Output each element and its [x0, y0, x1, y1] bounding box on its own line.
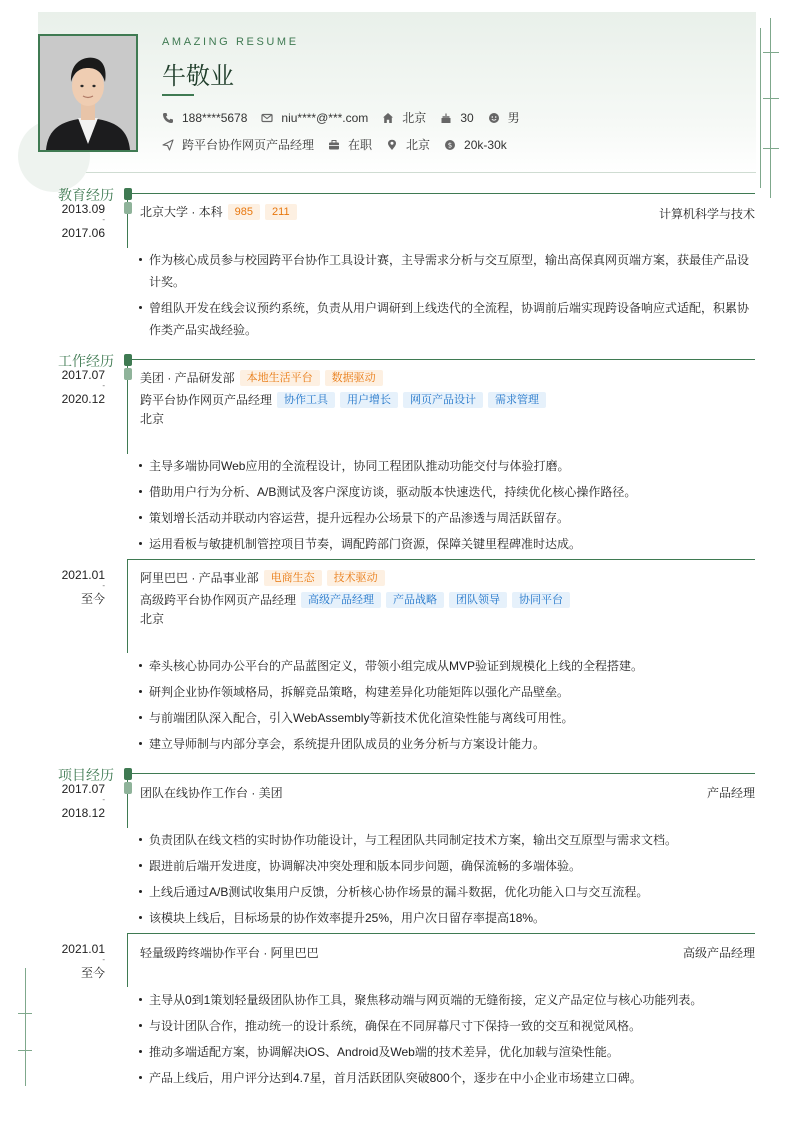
bullet-text: 策划增长活动并联动内容运营，提升远程办公场景下的产品渗透与周活跃留存。	[149, 511, 570, 525]
project-date	[58, 782, 105, 820]
frame-line-right	[770, 18, 771, 198]
section-divider	[130, 359, 755, 360]
project-bullet	[140, 1041, 755, 1063]
date-start: 2021.01	[61, 942, 105, 956]
resume-tagline: AMAZING RESUME	[162, 36, 299, 48]
bullet-text: 牵头核心协同办公平台的产品蓝图定义，带领小组完成从MVP验证到规模化上线的全程搭建。	[149, 659, 644, 673]
section-marker	[124, 188, 132, 200]
company-tag: 技术驱动	[327, 570, 385, 586]
company-tag: 电商生态	[264, 570, 322, 586]
timeline-line	[127, 933, 128, 987]
role-tag: 团队领导	[449, 592, 507, 608]
project-bullet	[140, 1067, 755, 1089]
work-bullet	[140, 481, 755, 503]
date-end: 至今	[80, 966, 105, 980]
company-name: 阿里巴巴 · 产品事业部	[140, 571, 259, 585]
project-name: 团队在线协作工作台 · 美团	[140, 786, 283, 800]
bullet-text: 负责团队在线文档的实时协作功能设计，与工程团队共同制定技术方案，输出交互原型与需求文档。	[149, 833, 678, 847]
bullet-text: 主导多端协同Web应用的全流程设计，协同工程团队推动功能交付与体验打磨。	[149, 459, 570, 473]
mail-icon	[261, 112, 273, 124]
date-end: 至今	[80, 592, 105, 606]
date-separator: -	[102, 215, 105, 224]
work-date	[58, 368, 105, 406]
position-text: 跨平台协作网页产品经理	[182, 138, 315, 152]
intent-salary	[444, 138, 507, 152]
bullet-text: 主导从0到1策划轻量级团队协作工具，聚焦移动端与网页端的无缝衔接，定义产品定位与核心功能列表。	[149, 993, 703, 1007]
entry-marker	[124, 782, 132, 794]
role-tag: 协作工具	[277, 392, 335, 408]
role-tag: 产品战略	[386, 592, 444, 608]
bullet-text: 与前端团队深入配合，引入WebAssembly等新技术优化渲染性能与离线可用性。	[149, 711, 574, 725]
bullet-text: 产品上线后，用户评分达到4.7星，首月活跃团队突破800个，逐步在中小企业市场建立口碑。	[149, 1071, 642, 1085]
resume-header	[38, 12, 756, 173]
contact-email	[261, 111, 368, 125]
contact-city	[382, 109, 426, 126]
section-marker	[124, 354, 132, 366]
company-tag: 数据驱动	[325, 370, 383, 386]
project-bullet	[140, 989, 755, 1011]
school-name: 北京大学 · 本科	[140, 205, 223, 219]
project-bullet	[140, 1015, 755, 1037]
name-underline	[162, 94, 194, 96]
date-separator: -	[102, 381, 105, 390]
bullet-text: 曾组队开发在线会议预约系统，负责从用户调研到上线迭代的全流程，协调前后端实现跨设备响应式适配，积累协作类产品实战经验。	[149, 301, 750, 337]
email-text: niu****@***.com	[281, 110, 369, 125]
frame-tick	[763, 148, 779, 149]
entry-divider	[128, 559, 755, 560]
project-bullet	[140, 829, 755, 851]
work-city: 北京	[140, 412, 165, 426]
project-name: 轻量级跨终端协作平台 · 阿里巴巴	[140, 946, 319, 960]
home-icon	[382, 112, 394, 124]
intent-city	[386, 136, 430, 153]
company-name: 美团 · 产品研发部	[140, 371, 235, 385]
frame-tick	[18, 1013, 32, 1014]
work-bullet	[140, 733, 755, 755]
work-bullet	[140, 707, 755, 729]
entry-marker	[124, 202, 132, 214]
section-marker	[124, 768, 132, 780]
edu-bullet	[140, 297, 755, 341]
avatar	[38, 34, 138, 152]
frame-tick	[763, 98, 779, 99]
intent-status	[328, 136, 372, 153]
gender-text: 男	[507, 111, 520, 125]
edu-bullet	[140, 249, 755, 293]
company-tag: 本地生活平台	[240, 370, 320, 386]
briefcase-icon	[328, 139, 340, 151]
svg-text:$: $	[447, 141, 453, 150]
role-tag: 协同平台	[512, 592, 570, 608]
work-city: 北京	[140, 612, 165, 626]
salary-text: 20k-30k	[464, 137, 507, 152]
project-bullet	[140, 855, 755, 877]
frame-line-left	[25, 968, 26, 1086]
work-bullet	[140, 681, 755, 703]
date-separator: -	[102, 955, 105, 964]
work-date	[58, 568, 105, 606]
coin-icon	[444, 139, 456, 151]
project-date	[58, 942, 105, 980]
contact-age	[440, 111, 473, 125]
job-intent-row	[162, 136, 521, 153]
date-start: 2017.07	[61, 368, 105, 382]
work-company-line	[140, 369, 383, 386]
date-end: 2018.12	[61, 806, 105, 820]
work-bullet	[140, 533, 755, 555]
bullet-text: 借助用户行为分析、A/B测试及客户深度访谈，驱动版本快速迭代，持续优化核心操作路径。	[149, 485, 637, 499]
entry-divider	[128, 933, 755, 934]
role-tag: 网页产品设计	[403, 392, 483, 408]
date-start: 2017.07	[61, 782, 105, 796]
work-bullet	[140, 507, 755, 529]
bullet-text: 与设计团队合作，推动统一的设计系统，确保在不同屏幕尺寸下保持一致的交互和视觉风格。	[149, 1019, 642, 1033]
work-role-line	[140, 591, 570, 608]
contact-gender	[488, 109, 520, 126]
work-company-line	[140, 569, 385, 586]
date-separator: -	[102, 581, 105, 590]
status-text: 在职	[348, 138, 373, 152]
edu-school-line	[140, 203, 297, 220]
bullet-text: 跟进前后端开发进度，协调解决冲突处理和版本同步问题，确保流畅的多端体验。	[149, 859, 582, 873]
bullet-text: 该模块上线后，目标场景的协作效率提升25%，用户次日留存率提高18%。	[149, 911, 546, 925]
date-start: 2013.09	[61, 202, 105, 216]
bullet-text: 推动多端适配方案，协调解决iOS、Android及Web端的技术差异，优化加载与渲染性能。	[149, 1045, 619, 1059]
role-tag: 需求管理	[488, 392, 546, 408]
edu-date	[58, 202, 105, 240]
role-tag: 用户增长	[340, 392, 398, 408]
contact-row	[162, 109, 534, 126]
date-separator: -	[102, 795, 105, 804]
school-tag: 985	[228, 204, 260, 220]
date-end: 2020.12	[61, 392, 105, 406]
project-bullet	[140, 907, 755, 929]
section-divider	[130, 773, 755, 774]
edu-major: 计算机科学与技术	[658, 207, 755, 221]
age-text: 30	[460, 110, 474, 125]
intent-city-text: 北京	[406, 138, 431, 152]
candidate-name: 牛敬业	[162, 63, 234, 90]
section-title-projects: 项目经历	[58, 767, 114, 783]
project-bullet	[140, 881, 755, 903]
role-name: 高级跨平台协作网页产品经理	[140, 593, 297, 607]
school-tag: 211	[265, 204, 297, 220]
intent-position	[162, 136, 314, 153]
timeline-line	[127, 559, 128, 653]
date-end: 2017.06	[61, 226, 105, 240]
cake-icon	[440, 112, 452, 124]
frame-tick	[18, 1050, 32, 1051]
section-title-education: 教育经历	[58, 187, 114, 203]
section-title-work: 工作经历	[58, 353, 114, 369]
section-divider	[130, 193, 755, 194]
bullet-text: 运用看板与敏捷机制管控项目节奏，调配跨部门资源，保障关键里程碑准时达成。	[149, 537, 582, 551]
bullet-text: 研判企业协作领域格局，拆解竞品策略，构建差异化功能矩阵以强化产品壁垒。	[149, 685, 570, 699]
work-bullet	[140, 455, 755, 477]
bullet-text: 上线后通过A/B测试收集用户反馈，分析核心协作场景的漏斗数据，优化功能入口与交互流程。	[149, 885, 649, 899]
role-name: 跨平台协作网页产品经理	[140, 393, 273, 407]
send-icon	[162, 139, 174, 151]
city-text: 北京	[402, 111, 427, 125]
smile-icon	[488, 112, 500, 124]
bullet-text: 建立导师制与内部分享会，系统提升团队成员的业务分析与方案设计能力。	[149, 737, 546, 751]
entry-marker	[124, 368, 132, 380]
work-role-line	[140, 391, 546, 408]
role-tag: 高级产品经理	[301, 592, 381, 608]
frame-tick	[763, 52, 779, 53]
frame-line-right-inner	[760, 28, 761, 188]
phone-text: 188****5678	[182, 110, 248, 125]
bullet-text: 作为核心成员参与校园跨平台协作工具设计赛，主导需求分析与交互原型，输出高保真网页端方案，获最佳产品设计奖。	[149, 253, 750, 289]
work-bullet	[140, 655, 755, 677]
project-role: 产品经理	[706, 786, 755, 800]
phone-icon	[162, 112, 174, 124]
project-role: 高级产品经理	[682, 946, 755, 960]
contact-phone	[162, 111, 247, 125]
location-pin-icon	[386, 139, 398, 151]
date-start: 2021.01	[61, 568, 105, 582]
